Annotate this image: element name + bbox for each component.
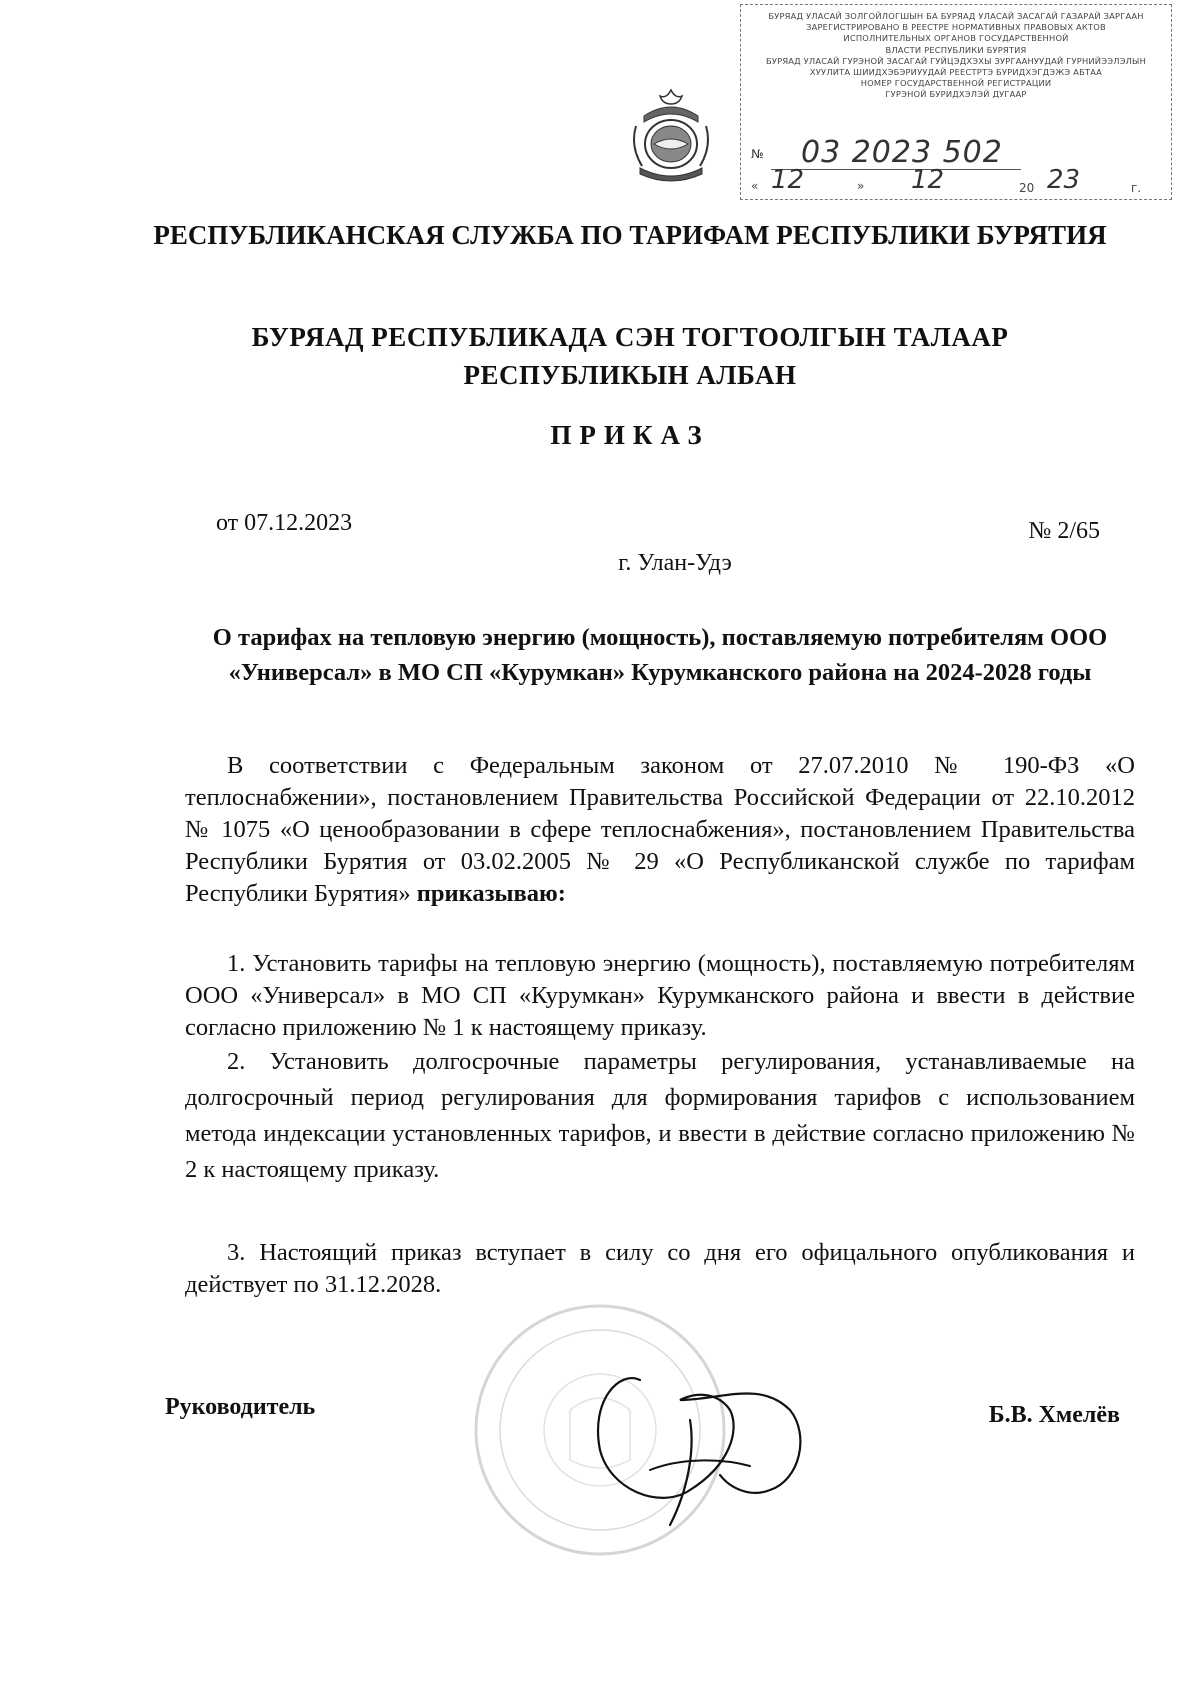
signatory-role: Руководитель (165, 1394, 316, 1420)
stamp-line: БУРЯАД УЛАСАЙ ЗОЛГОЙЛОГШЫН БА БУРЯАД УЛАСАЙ ЗАСАГАЙ ГАЗАРАЙ ЗАРГААН (768, 11, 1144, 21)
stamp-registration-number: 03 2023 502 (801, 135, 1003, 170)
stamp-date-row (751, 165, 1161, 199)
order-number: № 2/65 (1028, 518, 1100, 544)
order-date: от 07.12.2023 (216, 510, 353, 536)
order-city: г. Улан-Удэ (618, 550, 732, 576)
preamble-paragraph (185, 750, 1135, 910)
stamp-quote-open: « (751, 179, 759, 193)
stamp-line: НОМЕР ГОСУДАРСТВЕННОЙ РЕГИСТРАЦИИ (860, 78, 1052, 89)
stamp-line: ИСПОЛНИТЕЛЬНЫХ ОРГАНОВ ГОСУДАРСТВЕННОЙ (843, 33, 1069, 44)
stamp-quote-close: » (857, 179, 865, 193)
stamp-number-underline (771, 169, 1021, 170)
document-type: ПРИКАЗ (550, 420, 710, 450)
stamp-date-year: 23 (1047, 165, 1081, 195)
stamp-line: БУРЯАД УЛАСАЙ ГУРЭНОЙ ЗАСАГАЙ ГУЙЦЭДХЭХЫ ЗУРГААНУУДАЙ ГУРНИЙЭЭЛЭЛЫН (765, 55, 1147, 66)
coat-of-arms-icon (626, 86, 716, 186)
order-item-2: 2. Установить долгосрочные параметры регулирования, устанавливаемые на долгосрочный период регулирования для формирования тарифов с использованием метода индексации установленных тарифов, и ввести в действие согласно приложению № 2 к настоящему приказу. (185, 1048, 1135, 1183)
stamp-line: ХУУЛИТА ШИИДХЭБЭРИУУДАЙ РЕЕСТРТЭ БУРИДХЭГДЭЖЭ АБТАА (809, 67, 1103, 78)
order-item-3: 3. Настоящий приказ вступает в силу со дня его офицального опубликования и действует по 31.12.2028. (185, 1239, 1135, 1298)
registration-stamp (740, 4, 1172, 200)
stamp-date-suffix: г. (1131, 181, 1142, 195)
handwritten-signature (580, 1340, 820, 1540)
stamp-line: ЗАРЕГИСТРИРОВАНО В РЕЕСТРЕ НОРМАТИВНЫХ ПРАВОВЫХ АКТОВ (806, 22, 1106, 33)
preamble-text: В соответствии с Федеральным законом от 27.07.2010 № 190-ФЗ «О теплоснабжении», постановлением Правительства Российской Федерации от 22.10.2012 № 1075 «О ценообразовании в сфере теплоснабжения», постановлением Правительства Республики Бурятия от 03.02.2005 № 29 «О Республиканской службе по тарифам Республики Бурятия» (185, 752, 1135, 907)
stamp-line: ГУРЭНОЙ БУРИДХЭЛЭЙ ДУГААР (885, 89, 1027, 100)
agency-title-bua: БУРЯАД РЕСПУБЛИКАДА СЭН ТОГТООЛГЫН ТАЛААР РЕСПУБЛИКЫН АЛБАН (251, 322, 1009, 390)
signatory-name: Б.В. Хмелёв (988, 1402, 1120, 1428)
stamp-date-year-prefix: 20 (1019, 181, 1035, 195)
stamp-date-month: 12 (911, 165, 945, 195)
stamp-line: ВЛАСТИ РЕСПУБЛИКИ БУРЯТИЯ (885, 44, 1027, 55)
agency-title-ru: РЕСПУБЛИКАНСКАЯ СЛУЖБА ПО ТАРИФАМ РЕСПУБЛИКИ БУРЯТИЯ (153, 220, 1107, 250)
order-word: приказываю: (416, 880, 566, 907)
stamp-date-day: 12 (771, 165, 805, 195)
stamp-number-label: № (751, 147, 764, 161)
order-item-1: 1. Установить тарифы на тепловую энергию (мощность), поставляемую потребителям ООО «Универсал» в МО СП «Курумкан» Курумканского района и ввести в действие согласно приложению № 1 к настоящему приказу. (185, 950, 1135, 1041)
order-subject: О тарифах на тепловую энергию (мощность), поставляемую потребителям ООО «Универсал» в МО СП «Курумкан» Курумканского района на 2024-2028 годы (212, 624, 1108, 686)
